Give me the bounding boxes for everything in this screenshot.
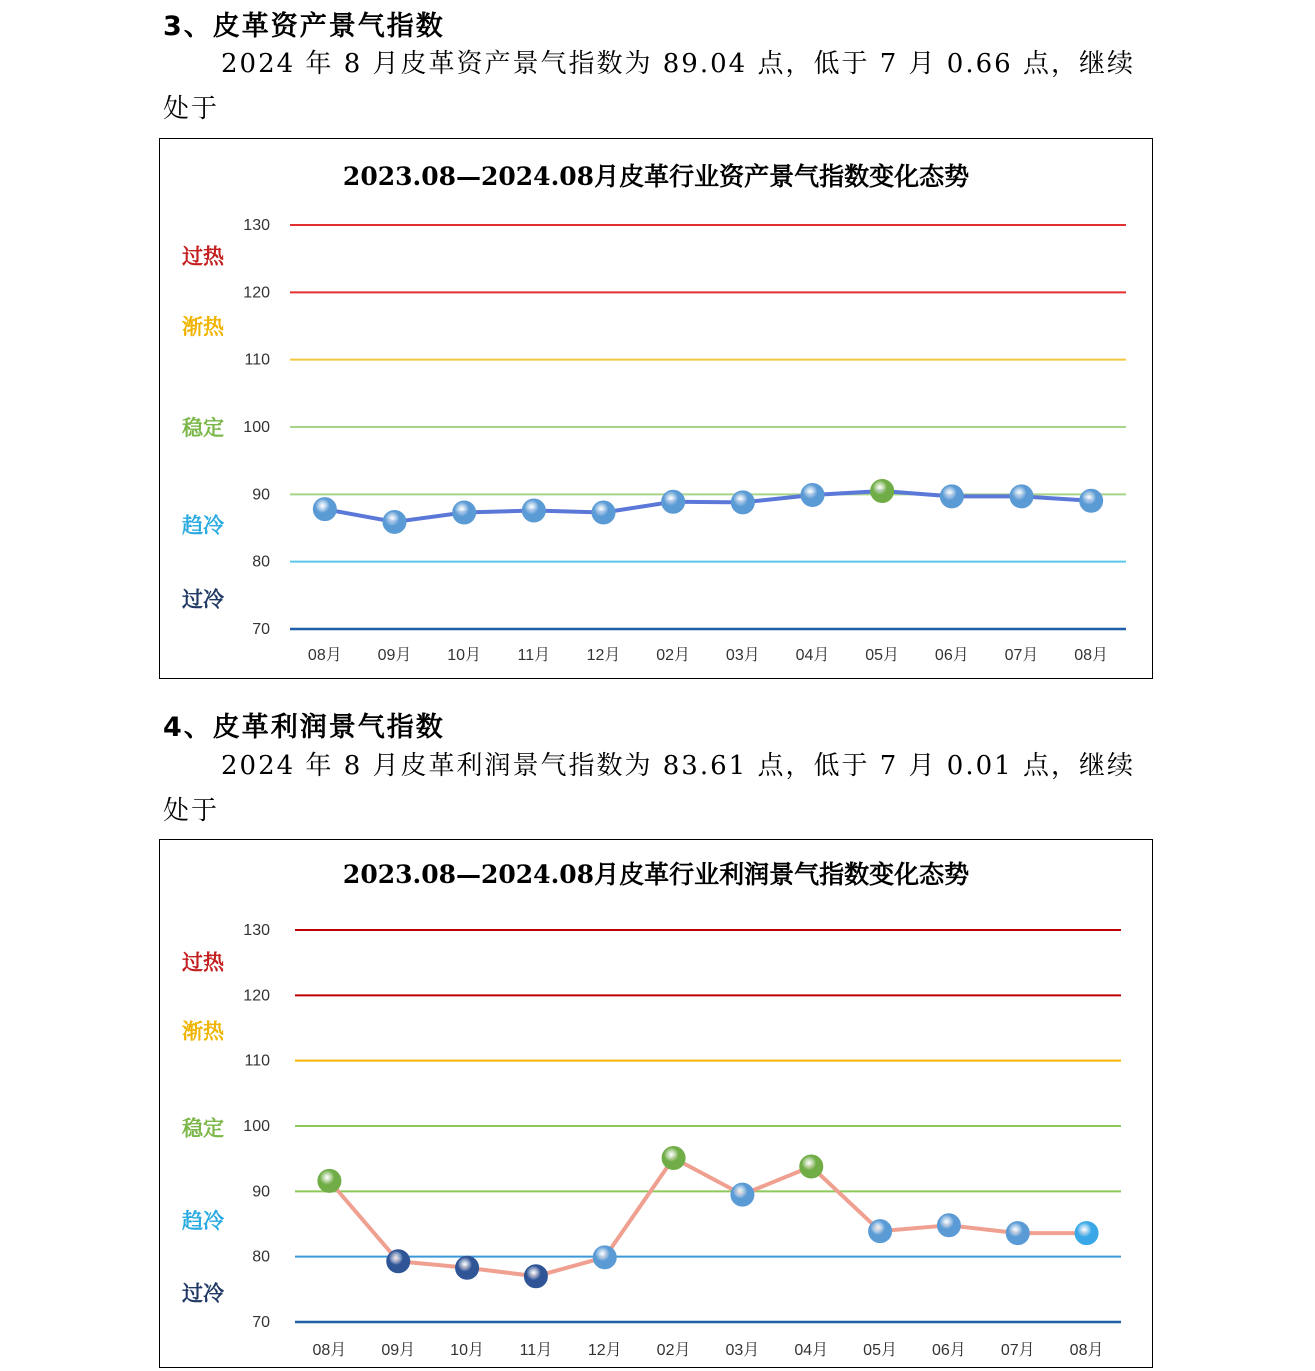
x-tick-label: 06月	[932, 1342, 966, 1359]
y-tick-label: 90	[252, 1183, 270, 1201]
asset-index-chart-svg	[160, 139, 1152, 678]
zone-label: 过热	[182, 950, 224, 975]
x-tick-label: 10月	[447, 647, 482, 664]
data-point	[1006, 1222, 1029, 1245]
section-heading-profit: 4、皮革利润景气指数	[163, 712, 445, 743]
y-tick-label: 130	[243, 922, 270, 939]
x-tick-label: 11月	[519, 1342, 553, 1359]
x-tick-label: 05月	[865, 647, 900, 664]
x-tick-label: 02月	[656, 647, 691, 664]
profit-index-chart-svg	[160, 840, 1152, 1367]
data-point	[801, 484, 824, 507]
data-point	[522, 499, 545, 522]
data-point	[1075, 1222, 1098, 1245]
paragraph-line: 2024 年 8 月皮革利润景气指数为 83.61 点，低于 7 月 0.01 点，继续处于	[163, 751, 1135, 826]
y-tick-label: 110	[244, 1052, 270, 1070]
data-point	[313, 498, 336, 521]
y-tick-label: 90	[252, 486, 270, 504]
x-tick-label: 03月	[725, 1342, 760, 1359]
y-tick-label: 100	[243, 419, 270, 436]
y-tick-label: 120	[243, 987, 270, 1005]
y-tick-label: 80	[252, 1248, 270, 1266]
x-tick-label: 08月	[312, 1342, 347, 1359]
y-tick-label: 80	[252, 553, 270, 571]
data-point	[592, 501, 615, 524]
section-heading-asset: 3、皮革资产景气指数	[163, 11, 445, 42]
data-point	[456, 1256, 479, 1279]
data-point	[593, 1246, 616, 1269]
zone-label: 过冷	[182, 1281, 224, 1306]
data-point	[1080, 489, 1103, 512]
x-tick-label: 11月	[517, 647, 551, 664]
x-tick-label: 06月	[934, 647, 969, 664]
x-tick-label: 09月	[381, 1342, 416, 1359]
zone-label: 渐热	[182, 1019, 224, 1044]
zone-label: 趋冷	[182, 1209, 224, 1234]
series-line	[325, 491, 1091, 522]
x-tick-label: 12月	[587, 1342, 622, 1359]
data-point	[662, 490, 685, 513]
y-tick-label: 120	[243, 284, 270, 302]
x-tick-label: 10月	[450, 1342, 484, 1359]
data-point	[940, 485, 963, 508]
zone-label: 过热	[182, 244, 224, 269]
data-point	[731, 491, 754, 514]
y-tick-label: 130	[243, 217, 270, 234]
y-tick-label: 100	[243, 1118, 270, 1135]
data-point	[524, 1265, 547, 1288]
data-point	[318, 1169, 341, 1192]
chart-title: 2023.08—2024.08月皮革行业利润景气指数变化态势	[342, 860, 970, 889]
data-point	[869, 1220, 892, 1243]
x-tick-label: 12月	[586, 647, 621, 664]
zone-label: 渐热	[182, 315, 224, 339]
asset-index-chart	[159, 138, 1153, 679]
data-point	[1010, 485, 1033, 508]
x-tick-label: 05月	[863, 1342, 897, 1359]
data-point	[387, 1250, 410, 1273]
series-line	[329, 1158, 1086, 1276]
x-tick-label: 03月	[725, 647, 760, 664]
zone-label: 趋冷	[182, 513, 224, 538]
data-point	[871, 479, 894, 502]
data-point	[383, 510, 406, 533]
x-tick-label: 07月	[1000, 1342, 1035, 1359]
x-tick-label: 08月	[1069, 1342, 1104, 1359]
data-point	[937, 1214, 960, 1237]
data-point	[453, 501, 476, 524]
x-tick-label: 02月	[656, 1342, 691, 1359]
x-tick-label: 08月	[1074, 647, 1109, 664]
data-point	[731, 1183, 754, 1206]
y-tick-label: 70	[252, 621, 270, 638]
y-tick-label: 110	[244, 351, 270, 369]
x-tick-label: 04月	[794, 1342, 829, 1359]
profit-index-chart	[159, 839, 1153, 1368]
data-point	[662, 1147, 685, 1170]
x-tick-label: 09月	[377, 647, 412, 664]
chart-title: 2023.08—2024.08月皮革行业资产景气指数变化态势	[342, 162, 970, 191]
zone-label: 稳定	[182, 1116, 224, 1141]
x-tick-label: 07月	[1004, 647, 1039, 664]
x-tick-label: 08月	[307, 647, 342, 664]
zone-label: 稳定	[182, 416, 224, 440]
paragraph-line: 2024 年 8 月皮革资产景气指数为 89.04 点，低于 7 月 0.66 点，继续处于	[163, 49, 1135, 124]
x-tick-label: 04月	[795, 647, 830, 664]
y-tick-label: 70	[252, 1314, 270, 1331]
zone-label: 过冷	[182, 587, 224, 612]
data-point	[800, 1155, 823, 1178]
